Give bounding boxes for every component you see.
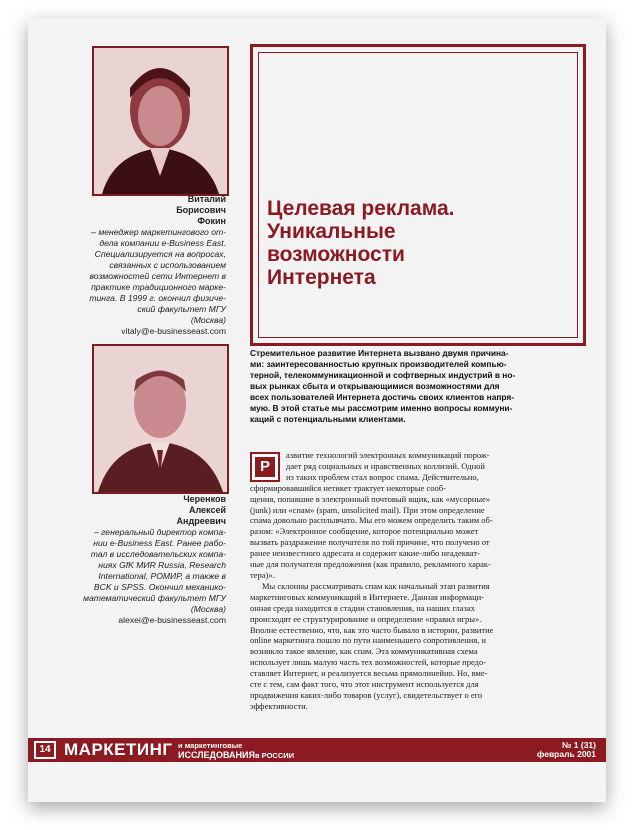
- footer-bar: [28, 738, 606, 762]
- author-name: Виталий Борисович Фокин: [176, 194, 226, 226]
- author-info-fokin: [58, 194, 226, 337]
- author-bio: – генеральный директор компа- нии e-Business East. Ранее рабо- тал в исследовательских компа- ниях GfK МИR Russia, Research International, РОМИР, а также в BCK и SPSS. Окончил механико- математический факультет МГУ (Москва): [83, 527, 226, 614]
- article-body: [250, 450, 580, 712]
- author-info-cherenkov: [58, 494, 226, 626]
- author-photo-fokin: [92, 46, 229, 196]
- issue-number: № 1 (31): [561, 740, 596, 750]
- author-name: Черенков Алексей Андреевич: [176, 494, 226, 526]
- subtitle-line-2: ИССЛЕДОВАНИЯ: [178, 750, 255, 760]
- title-frame-inner: [258, 52, 578, 338]
- subtitle-line-1: и маркетинговые: [178, 741, 243, 750]
- dropcap: [250, 452, 280, 482]
- article-lead: Стремительное развитие Интернета вызвано двумя причина- ми: заинтересованностью крупных производителей компью- терной, телекоммуникационной и софтверных индустрий в но- вых рынках сбыта и открывающимися возможностями для всех пользователей Интернета достичь своих клиентов напря- мую. В этой статье мы рассмотрим именно вопросы коммуни- каций с потенциальными клиентами.: [250, 348, 516, 424]
- issue-date: февраль 2001: [536, 749, 596, 759]
- paragraph-2: Мы склонны рассматривать спам как начальный этап развития маркетинговых коммуникаций в Интернете. Данная информаци- онная среда находится в стадии становления, на наших глазах происходят ее структурирование и определение «правил игры». Вполне естественно, что, как это часто бывало в истории, развитие online маркетинга пошло по пути наименьшего сопротивления, и возникло такое явление, как спам. Эта коммуникативная схема использует лишь малую часть тех возможностей, которые предо- ставляет Интернет, и реализуется весьма прямолинейно. Но, вме- сте с тем, сам факт того, что этот инструмент используется для продвижения каких-либо товаров (услуг), свидетельствует о его эффективности.: [250, 580, 494, 711]
- paragraph-1: [250, 450, 580, 581]
- author-bio: – менеджер маркетингового от- дела компании e-Business East. Специализируется на вопросах, связанных с использованием возможностей сети Интернет в практике традиционного марке- тинга. В 1999 г. окончил физиче- ский факультет МГУ (Москва): [89, 227, 226, 325]
- portrait-image: [94, 346, 227, 492]
- author-email[interactable]: vitaly@e-businesseast.com: [121, 326, 226, 336]
- author-photo-cherenkov: [92, 344, 229, 494]
- title-frame: [250, 44, 586, 346]
- author-email[interactable]: alexei@e-businesseast.com: [118, 615, 226, 625]
- magazine-page: [28, 18, 606, 802]
- article-title: Целевая реклама. Уникальные возможности Интернета: [267, 197, 455, 289]
- magazine-subtitle: [178, 742, 294, 761]
- magazine-brand: МАРКЕТИНГ: [64, 740, 173, 759]
- dropcap-letter: Р: [255, 457, 275, 477]
- subtitle-line-3: в РОССИИ: [254, 751, 295, 760]
- issue-info: [537, 741, 596, 759]
- page-number: 14: [34, 741, 56, 759]
- paragraph-1-text: азвитие технологий электронных коммуникаций порож- дает ряд социальных и нравственных коллизий. Одной из таких проблем стал вопрос спама. Действительно, сформировавшийся нетикет трактует некоторые сооб- щения, попавшие в электронный почтовый ящик, как «мусорные» (junk) или «спам» (spam, unsolicited mail). При этом определение спама довольно расплывчато. Мы его можем определить таким об- разом: «Электронное сообщение, которое потенциально может вызвать раздражение получателя по той причине, что получено от ранее неизвестного адресата и содержит какие-либо неадекват- ные для получателя предложения (как правило, рекламного харак- тера)».: [250, 450, 493, 580]
- portrait-image: [94, 48, 227, 194]
